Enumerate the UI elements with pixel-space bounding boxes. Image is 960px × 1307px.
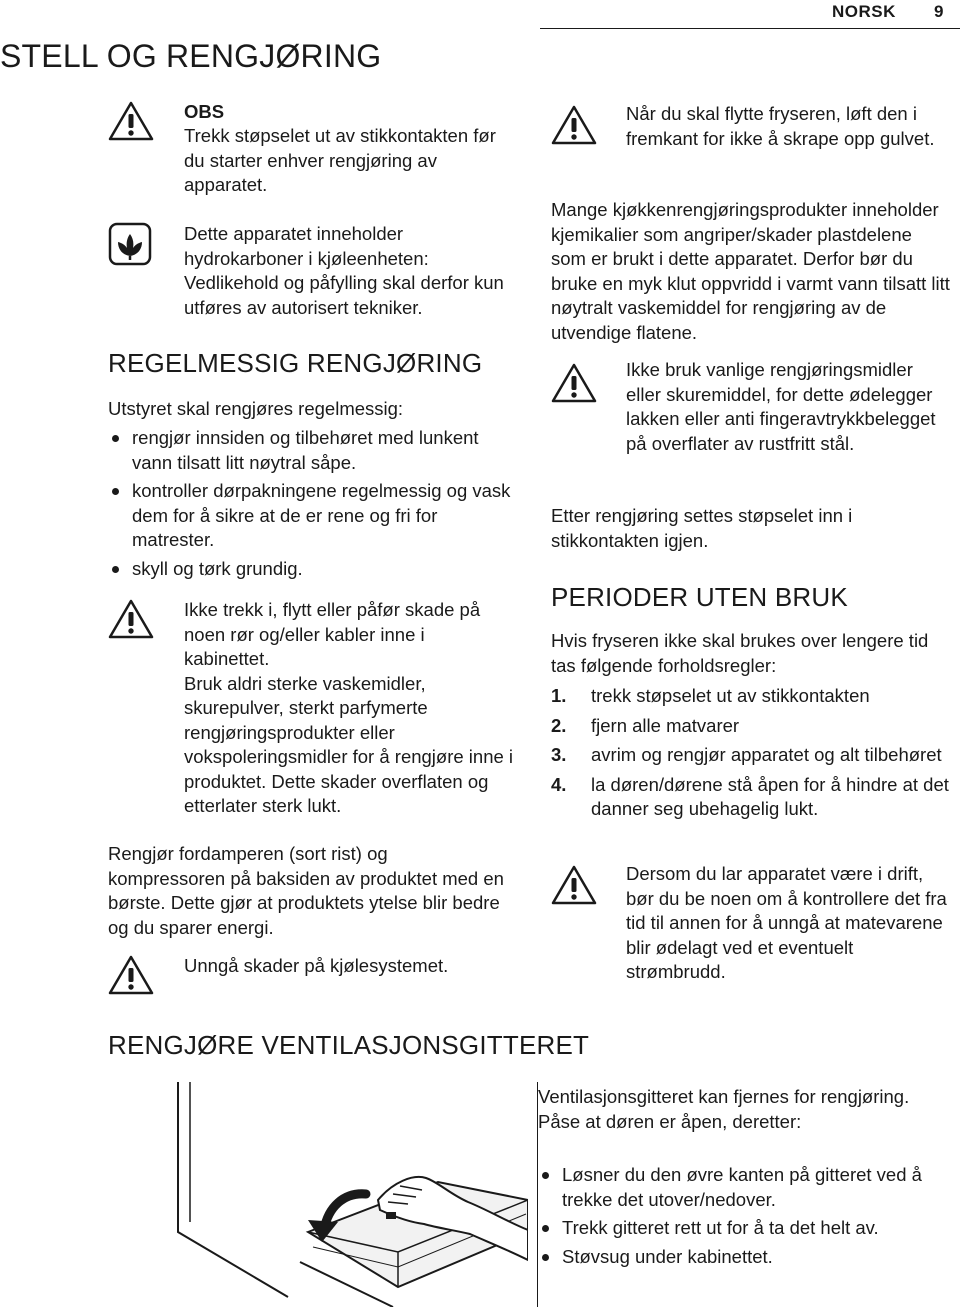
warning-pipes-text: Ikke trekk i, flytt eller påfør skade på noen rør og/eller kabler inne i kabinettet. [184, 599, 481, 669]
step-text: la døren/dørene stå åpen for å hindre at det danner seg ubehagelig lukt. [591, 773, 949, 819]
cleaning-products-text: Mange kjøkkenrengjøringsprodukter inneholder kjemikalier som angriper/skader plastdelene som er brukt i dette apparatet. Derfor bør du bruke en myk klut oppvridd i varmt vann tilsatt litt nøytralt vaskemiddel for rengjøring av de utvendige flatene. [551, 199, 950, 343]
evaporator-text: Rengjør fordamperen (sort rist) og kompressoren på baksiden av produktet med en børste. Dette gjør at produktets ytelse blir bedre og du sparer energi. [108, 843, 504, 938]
step-number: 4. [551, 773, 567, 795]
regular-cleaning-list [108, 426, 520, 585]
periods-unused-intro: Hvis fryseren ikke skal brukes over lengere tid tas følgende forholdsregler: [551, 630, 929, 676]
warning-triangle-icon [551, 104, 597, 146]
section-periods-unused-title: PERIODER UTEN BRUK [551, 582, 848, 612]
obs-title: OBS [184, 101, 225, 122]
page-title: STELL OG RENGJØRING [0, 38, 382, 74]
page-number: 9 [934, 2, 944, 21]
regular-cleaning-intro: Utstyret skal rengjøres regelmessig: [108, 398, 404, 419]
step-text: avrim og rengjør apparatet og alt tilbehøret [591, 744, 942, 765]
ventilation-steps [538, 1163, 938, 1273]
list-item: skyll og tørk grundig. [108, 557, 520, 582]
warning-triangle-icon [551, 864, 597, 906]
list-item: Løsner du den øvre kanten på gitteret ved å trekke det utover/nedover. [538, 1163, 938, 1212]
step-number: 2. [551, 714, 567, 736]
list-item: Støvsug under kabinettet. [538, 1245, 938, 1270]
obs-text: Trekk støpselet ut av stikkontakten før du starter enhver rengjøring av apparatet. [184, 125, 496, 195]
warning-triangle-icon [108, 954, 154, 996]
periods-unused-steps [551, 684, 951, 827]
warning-detergents-text: Bruk aldri sterke vaskemidler, skurepulver, sterkt parfymerte rengjøringsprodukter eller vokspoleringsmidler for å rengjøre inne i produktet. Dette skader overflaten og etterlater sterk lukt. [184, 672, 514, 816]
list-item: Trekk gitteret rett ut for å ta det helt av. [538, 1216, 938, 1241]
ventilation-grille-illustration [108, 1082, 528, 1307]
header-language: NORSK [832, 2, 896, 21]
warning-pipes-cables [184, 598, 514, 819]
section-ventilation-grille-title: RENGJØRE VENTILASJONSGITTERET [108, 1030, 590, 1060]
warning-abrasives: Ikke bruk vanlige rengjøringsmidler eller skuremiddel, for dette ødelegger lakken eller anti fingeravtrykkbelegget på overflater av rustfritt stål. [626, 359, 936, 454]
list-item [551, 684, 951, 709]
warning-power-failure: Dersom du lar apparatet være i drift, bør du be noen om å kontrollere det fra tid til annen for å unngå at matevarene blir ødelagt ved et eventuelt strømbrudd. [626, 863, 947, 982]
after-cleaning-text: Etter rengjøring settes støpselet inn i stikkontakten igjen. [551, 505, 853, 551]
step-text: fjern alle matvarer [591, 714, 740, 736]
list-item [551, 714, 951, 739]
list-item: rengjør innsiden og tilbehøret med lunkent vann tilsatt litt nøytral såpe. [108, 426, 520, 475]
list-item [551, 743, 951, 768]
ventilation-intro-b: Påse at døren er åpen, deretter: [538, 1110, 802, 1132]
header-rule [540, 28, 960, 29]
warning-triangle-icon [108, 100, 154, 142]
warning-triangle-icon [108, 598, 154, 640]
hydrocarbon-text: Dette apparatet inneholder hydrokarboner i kjøleenheten: Vedlikehold og påfylling skal derfor kun utføres av autorisert tekniker. [184, 223, 504, 318]
ventilation-intro [538, 1085, 928, 1134]
list-item: kontroller dørpakningene regelmessig og vask dem for å sikre at de er rene og fri for matrester. [108, 479, 520, 553]
step-number: 1. [551, 685, 567, 706]
warning-cooling-system: Unngå skader på kjølesystemet. [184, 955, 449, 976]
step-text: trekk støpselet ut av stikkontakten [591, 685, 870, 706]
step-number: 3. [551, 744, 567, 765]
list-item [551, 773, 951, 822]
warning-triangle-icon [551, 362, 597, 404]
flower-environment-icon [108, 222, 152, 266]
ventilation-intro-a: Ventilasjonsgitteret kan fjernes for rengjøring. [538, 1086, 910, 1107]
section-regular-cleaning-title: REGELMESSIG RENGJØRING [108, 348, 483, 378]
warning-move-freezer: Når du skal flytte fryseren, løft den i fremkant for ikke å skrape opp gulvet. [626, 103, 935, 149]
